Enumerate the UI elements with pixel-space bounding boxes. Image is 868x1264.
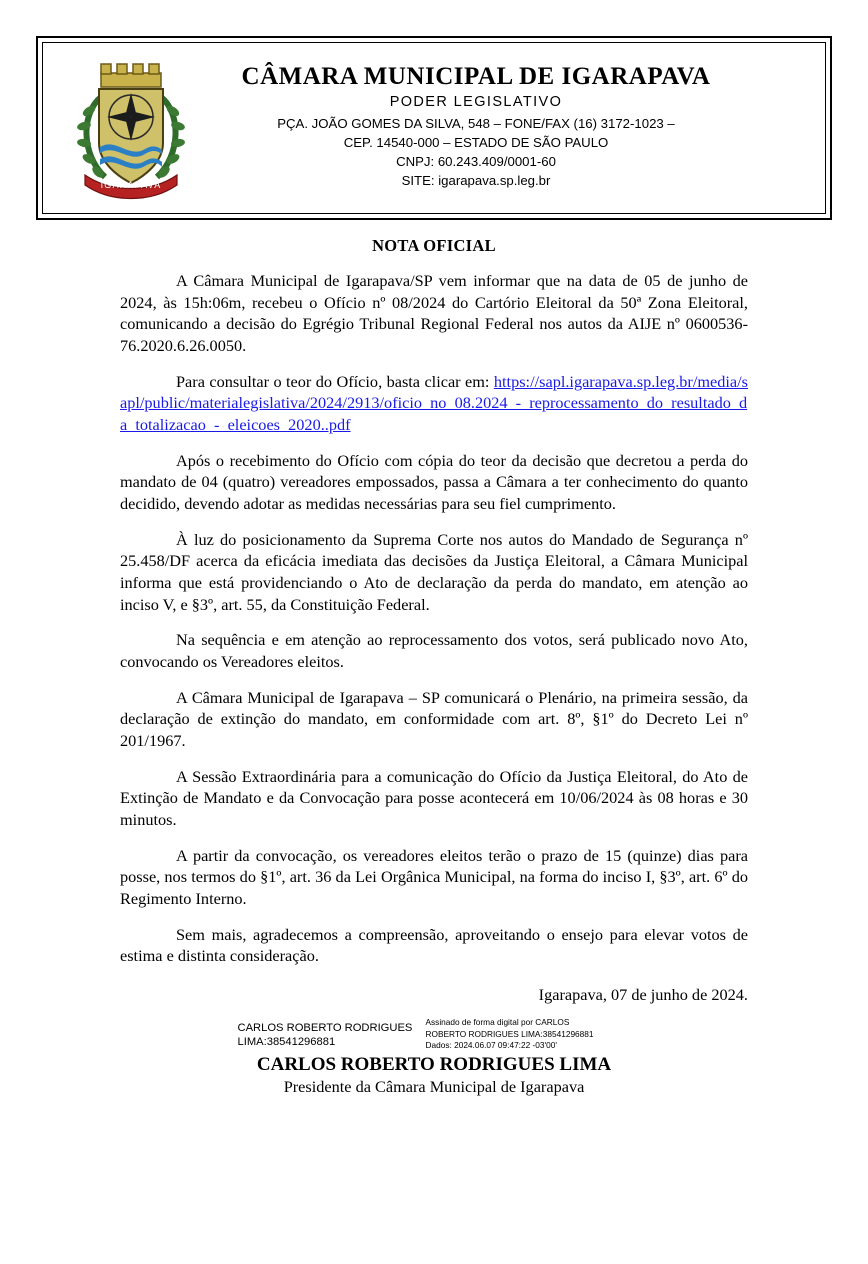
signature-block <box>120 1015 748 1097</box>
coat-of-arms-icon <box>71 51 191 203</box>
document-body <box>120 236 748 1097</box>
organization-cep: CEP. 14540-000 – ESTADO DE SÃO PAULO <box>343 135 609 151</box>
organization-subtitle: PODER LEGISLATIVO <box>389 93 563 110</box>
paragraph: À luz do posicionamento da Suprema Corte nos autos do Mandado de Segurança nº 25.458/DF acerca da eficácia imediata das decisões da Justiça Eleitoral, a Câmara Municipal informa que está providenciando o Ato de declaração da perda do mandato, em atenção ao inciso V, e §3º, art. 55, da Constituição Federal. <box>120 529 748 614</box>
organization-site: SITE: igarapava.sp.leg.br <box>401 173 551 189</box>
organization-cnpj: CNPJ: 60.243.409/0001-60 <box>396 154 556 170</box>
signature-stamp-name: CARLOS ROBERTO RODRIGUES LIMA:38541296881 <box>237 1022 413 1049</box>
signatory-role: Presidente da Câmara Municipal de Igarapava <box>283 1076 585 1096</box>
page-title: NOTA OFICIAL <box>372 236 496 255</box>
letterhead-text <box>197 63 815 190</box>
organization-title: CÂMARA MUNICIPAL DE IGARAPAVA <box>241 63 711 91</box>
paragraph: A partir da convocação, os vereadores eleitos terão o prazo de 15 (quinze) dias para posse, nos termos do §1º, art. 36 da Lei Orgânica Municipal, na forma do inciso I, §3º, art. 6º do Regimento Interno. <box>120 845 748 909</box>
signatory-name: CARLOS ROBERTO RODRIGUES LIMA <box>256 1053 612 1075</box>
svg-text:IGARAPAVA: IGARAPAVA <box>100 180 162 190</box>
signature-stamp-meta <box>426 1015 631 1052</box>
paragraph: Na sequência e em atenção ao reprocessamento dos votos, será publicado novo Ato, convocando os Vereadores eleitos. <box>120 630 748 672</box>
paragraph: A Câmara Municipal de Igarapava – SP comunicará o Plenário, na primeira sessão, da declaração de extinção do mandato, em conformidade com art. 8º, §1º do Decreto Lei nº 201/1967. <box>120 687 748 751</box>
paragraph: Após o recebimento do Ofício com cópia do teor da decisão que decretou a perda do mandato de 04 (quatro) vereadores empossados, passa a Câmara a ter conhecimento do quanto decidido, devendo adotar as medidas necessárias para seu fiel cumprimento. <box>120 450 748 514</box>
document-page <box>0 36 868 1264</box>
paragraph: A Câmara Municipal de Igarapava/SP vem informar que na data de 05 de junho de 2024, às 15h:06m, recebeu o Ofício nº 08/2024 do Cartório Eleitoral da 50ª Zona Eleitoral, comunicando a decisão do Egrégio Tribunal Regional Federal nos autos da AIJE nº 0600536-76.2020.6.26.0050. <box>120 271 748 356</box>
paragraph: Sem mais, agradecemos a compreensão, aproveitando o ensejo para elevar votos de estima e distinta consideração. <box>120 924 748 966</box>
signature-meta-line-2: ROBERTO RODRIGUES LIMA:38541296881 <box>425 1028 594 1039</box>
letterhead <box>36 36 832 220</box>
digital-signature-stamp <box>120 1015 748 1052</box>
signature-meta-line-3: Dados: 2024.06.07 09:47:22 -03'00' <box>425 1040 557 1051</box>
letterhead-inner <box>42 42 826 214</box>
link-paragraph-lead: Para consultar o teor do Ofício, basta clicar em: <box>176 371 490 391</box>
oficio-pdf-link[interactable]: https://sapl.igarapava.sp.leg.br/media/sapl/public/materialegislativa/2024/2913/oficio_no_08.2024_-_reprocessamento_do_resultado_da_totalizacao_-_eleicoes_2020..pdf <box>120 371 748 435</box>
signature-meta-line-1: Assinado de forma digital por CARLOS <box>425 1017 570 1028</box>
link-paragraph <box>120 371 748 436</box>
closing-location-date: Igarapava, 07 de junho de 2024. <box>538 985 748 1005</box>
organization-address: PÇA. JOÃO GOMES DA SILVA, 548 – FONE/FAX (16) 3172-1023 – <box>277 115 675 131</box>
paragraph: A Sessão Extraordinária para a comunicação do Ofício da Justiça Eleitoral, do Ato de Extinção de Mandato e da Convocação para posse acontecerá em 10/06/2024 às 08 horas e 30 minutos. <box>120 766 748 830</box>
